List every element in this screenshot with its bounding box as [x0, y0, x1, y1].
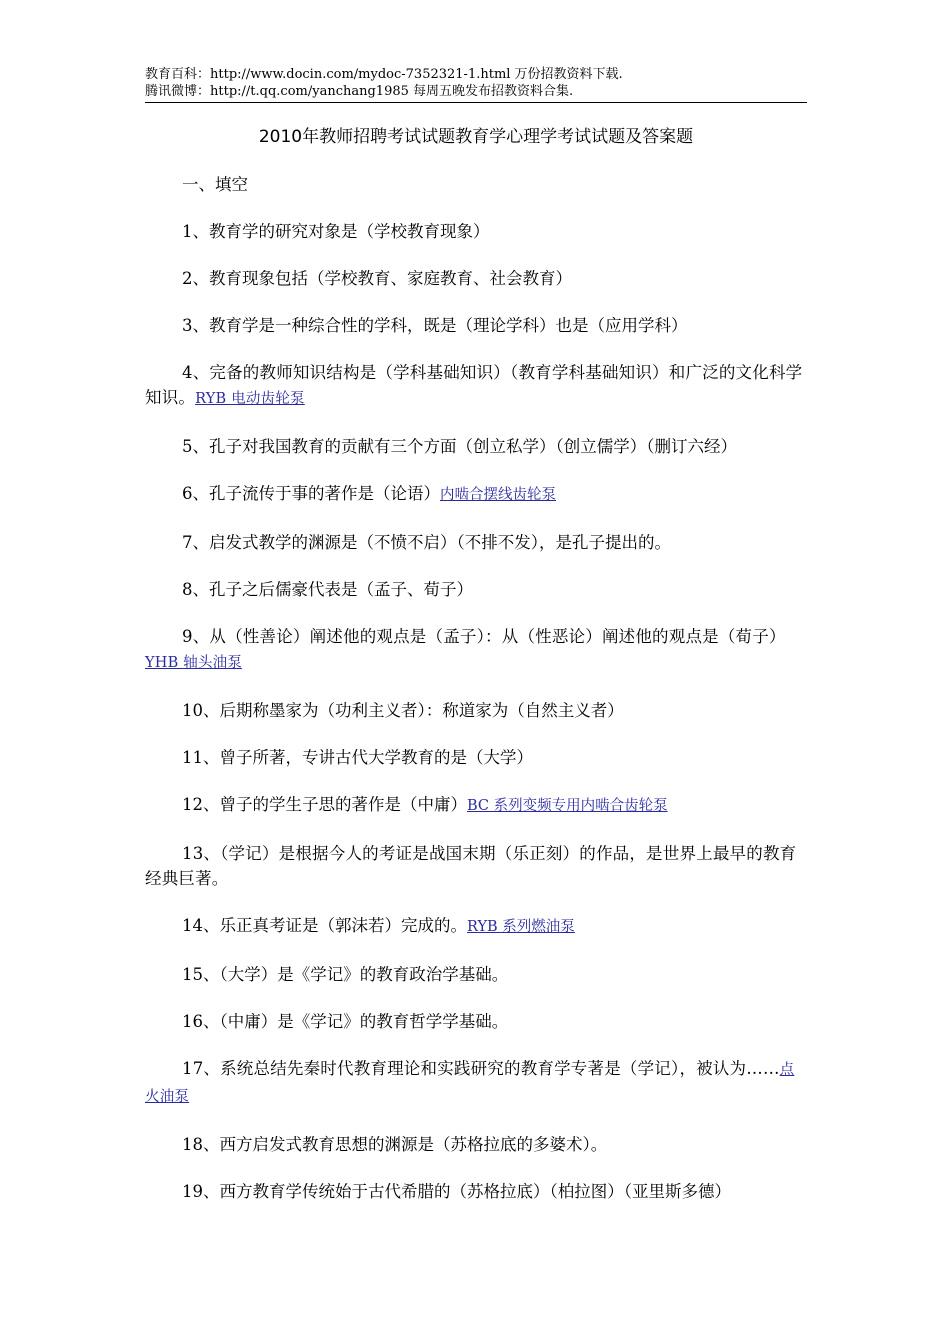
list-item: 5、孔子对我国教育的贡献有三个方面（创立私学）（创立儒学）（删订六经） — [182, 437, 737, 456]
document-title: 2010年教师招聘考试试题教育学心理学考试试题及答案题 — [258, 127, 694, 147]
ad-link-bc-gear-pump[interactable]: BC 系列变频专用内啮合齿轮泵 — [467, 798, 668, 814]
section-heading: 一、填空 — [182, 175, 248, 194]
ad-link-yhb-oil-pump[interactable]: YHB 轴头油泵 — [145, 655, 243, 671]
list-item: 8、孔子之后儒豪代表是（孟子、荀子） — [182, 580, 473, 599]
list-item: 11、曾子所著，专讲古代大学教育的是（大学） — [182, 748, 533, 767]
list-item: 10、后期称墨家为（功利主义者）：称道家为（自然主义者） — [182, 701, 624, 720]
list-item: 7、启发式教学的渊源是（不愤不启）（不排不发），是孔子提出的。 — [182, 533, 671, 552]
ad-link-ignition-oil-pump[interactable]: 点火油泵 — [145, 1062, 795, 1105]
list-item: 14、乐正真考证是（郭沫若）完成的。RYB 系列燃油泵 — [182, 916, 575, 935]
document-header — [145, 66, 807, 103]
list-item: 13、（学记）是根据今人的考证是战国末期（乐正刻）的作品，是世界上最早的教育经典巨著。 — [145, 844, 797, 888]
list-item: 9、从（性善论）阐述他的观点是（孟子）：从（性恶论）阐述他的观点是（荀子） YHB 轴头油泵 — [145, 627, 786, 671]
ad-link-ryb-fuel-pump[interactable]: RYB 系列燃油泵 — [467, 919, 575, 935]
ad-link-ryb-gear-pump[interactable]: RYB 电动齿轮泵 — [195, 391, 305, 407]
list-item: 1、教育学的研究对象是（学校教育现象） — [182, 222, 490, 241]
list-item: 6、孔子流传于事的著作是（论语）内啮合摆线齿轮泵 — [182, 484, 556, 503]
list-item: 18、西方启发式教育思想的渊源是（苏格拉底的多婆术）。 — [182, 1135, 608, 1154]
list-item: 19、西方教育学传统始于古代希腊的（苏格拉底）（柏拉图）（亚里斯多德） — [182, 1182, 731, 1201]
list-item: 15、（大学）是《学记》的教育政治学基础。 — [182, 965, 509, 984]
header-weibo-line: 腾讯微博：http://t.qq.com/yanchang1985 每周五晚发布招教资料合集. — [145, 84, 574, 99]
ad-link-cycloid-gear-pump[interactable]: 内啮合摆线齿轮泵 — [440, 487, 556, 503]
list-item: 2、教育现象包括（学校教育、家庭教育、社会教育） — [182, 269, 572, 288]
list-item: 3、教育学是一种综合性的学科，既是（理论学科）也是（应用学科） — [182, 316, 688, 335]
list-item: 4、完备的教师知识结构是（学科基础知识）（教育学科基础知识）和广泛的文化科学知识。RYB 电动齿轮泵 — [145, 363, 803, 407]
header-docin-line: 教育百科：http://www.docin.com/mydoc-7352321-1.html 万份招教资料下载. — [145, 67, 623, 82]
document-body — [145, 172, 807, 1226]
list-item: 12、曾子的学生子思的著作是（中庸）BC 系列变频专用内啮合齿轮泵 — [182, 795, 668, 814]
list-item: 16、（中庸）是《学记》的教育哲学学基础。 — [182, 1012, 509, 1031]
list-item: 17、系统总结先秦时代教育理论和实践研究的教育学专著是（学记），被认为……点火油泵 — [145, 1059, 795, 1105]
